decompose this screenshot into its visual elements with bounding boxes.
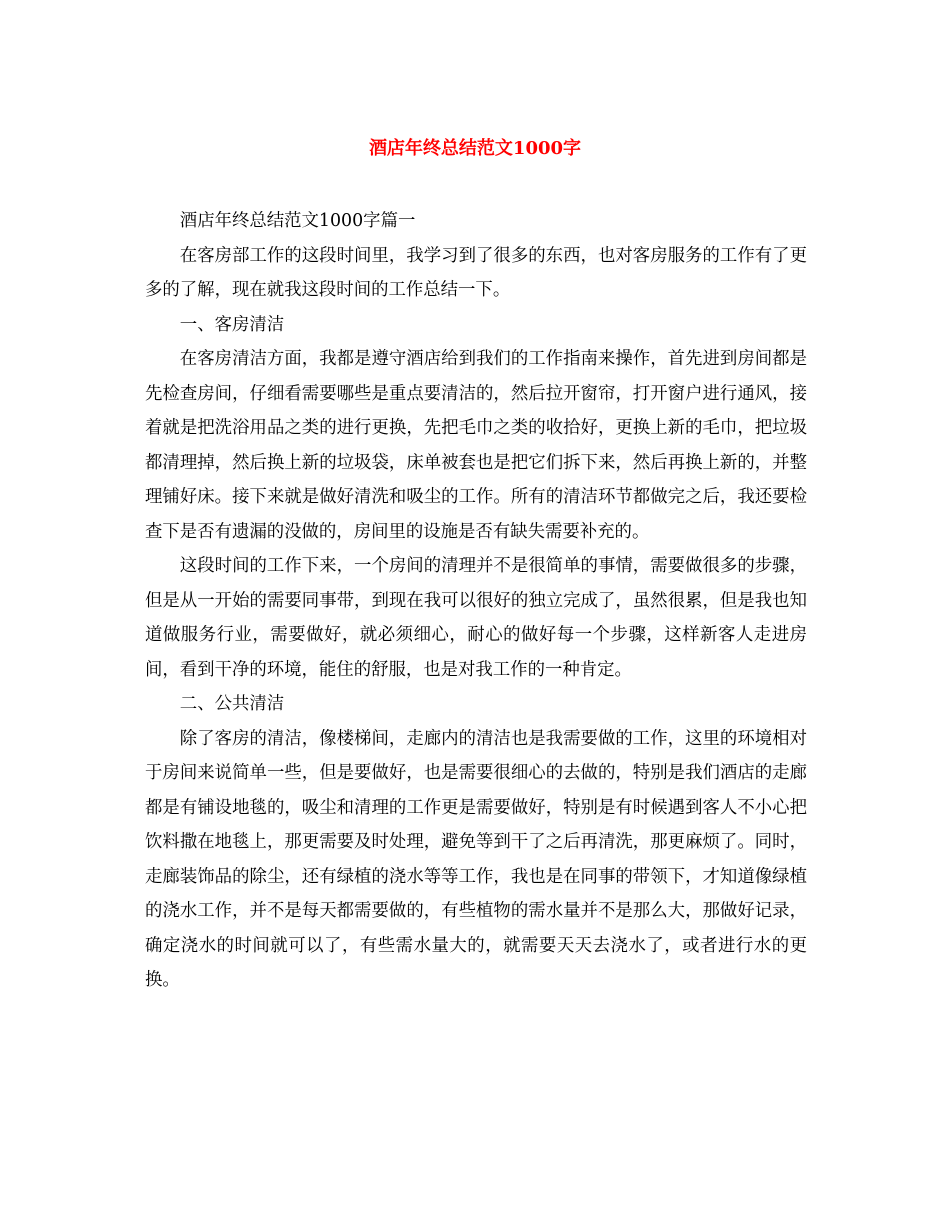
room-cleaning-reflection-paragraph: 这段时间的工作下来，一个房间的清理并不是很简单的事情，需要做很多的步骤，但是从一开始的需要同事带，到现在我可以很好的独立完成了，虽然很累，但是我也知道做服务行业，需要做好，就必须细心，耐心的做好每一个步骤，这样新客人走进房间，看到干净的环境，能住的舒服，也是对我工作的一种肯定。 — [145, 556, 807, 680]
public-cleaning-paragraph: 除了客房的清洁，像楼梯间，走廊内的清洁也是我需要做的工作，这里的环境相对于房间来说简单一些，但是要做好，也是需要很细心的去做的，特别是我们酒店的走廊都是有铺设地毯的，吸尘和清理的工作更是需要做好，特别是有时候遇到客人不小心把饮料撒在地毯上，那更需要及时处理，避免等到干了之后再清洗，那更麻烦了。同时，走廊装饰品的除尘，还有绿植的浇水等等工作，我也是在同事的带领下，才知道像绿植的浇水工作，并不是每天都需要做的，有些植物的需水量并不是那么大，那做好记录，确定浇水的时间就可以了，有些需水量大的，就需要天天去浇水了，或者进行水的更换。 — [145, 728, 807, 990]
intro-paragraph: 在客房部工作的这段时间里，我学习到了很多的东西，也对客房服务的工作有了更多的了解，现在就我这段时间的工作总结一下。 — [145, 245, 807, 300]
document-body — [145, 204, 807, 998]
document-title: 酒店年终总结范文1000字 — [368, 138, 582, 159]
room-cleaning-paragraph: 在客房清洁方面，我都是遵守酒店给到我们的工作指南来操作，首先进到房间都是先检查房间，仔细看需要哪些是重点要清洁的，然后拉开窗帘，打开窗户进行通风，接着就是把洗浴用品之类的进行更换，先把毛巾之类的收拾好，更换上新的毛巾，把垃圾都清理掉，然后换上新的垃圾袋，床单被套也是把它们拆下来，然后再换上新的，并整理铺好床。接下来就是做好清洗和吸尘的工作。所有的清洁环节都做完之后，我还要检查下是否有遗漏的没做的，房间里的设施是否有缺失需要补充的。 — [145, 349, 807, 542]
section-heading-room-cleaning: 一、客房清洁 — [179, 314, 285, 335]
subtitle-paragraph: 酒店年终总结范文1000字篇一 — [179, 211, 416, 231]
section-heading-public-cleaning: 二、公共清洁 — [179, 694, 285, 714]
